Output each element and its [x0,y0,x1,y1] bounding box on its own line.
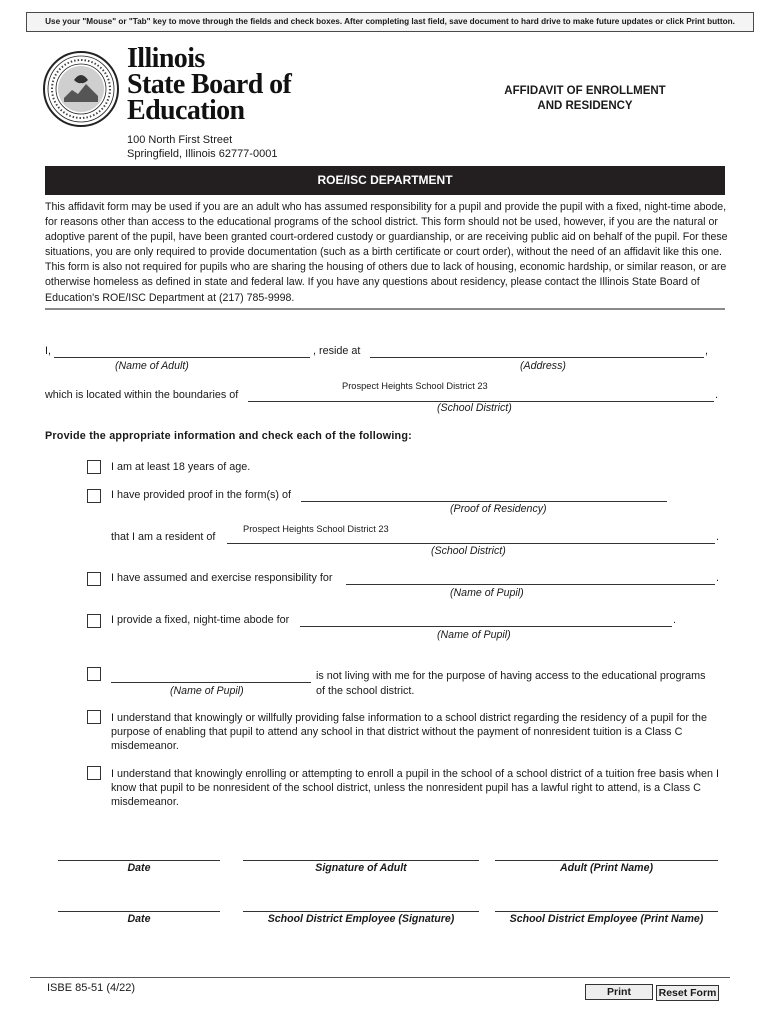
period: . [715,389,718,401]
not-living-statement-1: is not living with me for the purpose of having access to the educational programs [316,670,706,682]
resident-district-field[interactable] [227,531,715,544]
city-address: Springfield, Illinois 62777-0001 [127,148,278,160]
employee-print-name-caption: School District Employee (Print Name) [509,913,704,925]
enrollment-checkbox[interactable] [87,766,101,780]
instruction-bar: Use your "Mouse" or "Tab" key to move through the fields and check boxes. After completing last field, save document to hard drive to make future updates or click Print button. [26,12,754,32]
abode-checkbox[interactable] [87,614,101,628]
responsibility-pupil-caption: (Name of Pupil) [450,587,524,599]
resident-of-label: that I am a resident of [111,531,216,543]
adult-print-name-field[interactable] [495,848,718,861]
agency-name-line-3: Education [127,95,245,126]
resident-period: . [716,531,719,543]
not-living-checkbox[interactable] [87,667,101,681]
responsibility-pupil-field[interactable] [346,572,715,585]
not-living-pupil-caption: (Name of Pupil) [170,685,244,697]
responsibility-period: . [716,572,719,584]
proof-checkbox[interactable] [87,489,101,503]
abode-pupil-caption: (Name of Pupil) [437,629,511,641]
adult-name-field[interactable] [54,345,310,358]
abode-period: . [673,614,676,626]
resident-district-value: Prospect Heights School District 23 [243,524,389,534]
school-district-caption: (School District) [437,402,512,414]
age-statement: I am at least 18 years of age. [111,461,251,473]
agency-address [127,133,277,161]
address-field[interactable] [370,345,704,358]
abode-statement: I provide a fixed, night-time abode for [111,614,290,626]
i-label: I, [45,345,51,357]
employee-signature-field[interactable] [243,899,479,912]
footer-divider [30,977,730,978]
school-district-value: Prospect Heights School District 23 [342,381,488,391]
section-divider [45,308,725,310]
form-title-line-1: AFFIDAVIT OF ENROLLMENT [504,85,666,97]
abode-pupil-field[interactable] [300,614,672,627]
form-title [470,84,700,114]
employee-print-name-field[interactable] [495,899,718,912]
adult-signature-field[interactable] [243,848,479,861]
state-seal-icon [42,50,120,128]
date-field-1[interactable] [58,848,220,861]
school-district-field[interactable] [248,389,714,402]
address-caption: (Address) [520,360,566,372]
print-button[interactable]: Print [585,984,653,1000]
false-info-checkbox[interactable] [87,710,101,724]
comma: , [705,345,708,357]
enrollment-statement: I understand that knowingly enrolling or attempting to enroll a pupil in the school of a school district of a tuition free basis when I know that pupil to be nonresident of the school district, unless the nonresident pupil has a lawful right to attend, is a Class C misdemeanor. [111,768,719,808]
resident-district-caption: (School District) [431,545,506,557]
reside-label: , reside at [313,345,361,357]
boundaries-label: which is located within the boundaries of [45,389,239,401]
date-caption-1: Date [127,862,151,874]
agency-name-line-2: State Board of [127,69,292,100]
intro-paragraph: This affidavit form may be used if you are an adult who has assumed responsibility for a pupil and provide the pupil with a fixed, night-time abode, for reasons other than access to the educational programs of the school district. This form should not be used, however, if you are the natural or adoptive parent of the pupil, have been granted court-ordered custody or guardianship, or are receiving public aid on behalf of the pupil. For these situations, you are only required to provide documentation (such as a birth certificate or court order), without the need of an affidavit like this one. This form is also not required for pupils who are sharing the housing of others due to lack of housing, economic hardship, or similar reason, or are otherwise homeless as defined in state and federal law. If you have any questions about residency, please contact the Illinois State Board of Education's ROE/ISC Department at (217) 785-9998. [45,201,728,304]
form-id: ISBE 85-51 (4/22) [47,982,136,994]
agency-name-line-1: Illinois [127,43,205,74]
name-of-adult-caption: (Name of Adult) [115,360,189,372]
age-checkbox[interactable] [87,460,101,474]
agency-name [127,43,292,126]
department-banner: ROE/ISC DEPARTMENT [45,166,725,195]
checklist-instructions: Provide the appropriate information and check each of the following: [45,430,412,442]
date-field-2[interactable] [58,899,220,912]
not-living-pupil-field[interactable] [111,670,311,683]
employee-signature-caption: School District Employee (Signature) [267,913,455,925]
adult-print-name-caption: Adult (Print Name) [560,862,653,874]
not-living-statement-2: of the school district. [316,685,415,697]
responsibility-statement: I have assumed and exercise responsibility for [111,572,333,584]
false-info-statement: I understand that knowingly or willfully providing false information to a school district regarding the residency of a pupil for the purpose of enabling that pupil to attend any school in that district without the payment of nonresident tuition is a Class C misdemeanor. [111,712,707,752]
proof-statement: I have provided proof in the form(s) of [111,489,292,501]
form-title-line-2: AND RESIDENCY [537,100,633,112]
adult-signature-caption: Signature of Adult [315,862,407,874]
proof-of-residency-caption: (Proof of Residency) [450,503,547,515]
date-caption-2: Date [127,913,151,925]
reset-form-button[interactable]: Reset Form [656,985,719,1001]
street-address: 100 North First Street [127,134,233,146]
proof-of-residency-field[interactable] [301,489,667,502]
responsibility-checkbox[interactable] [87,572,101,586]
